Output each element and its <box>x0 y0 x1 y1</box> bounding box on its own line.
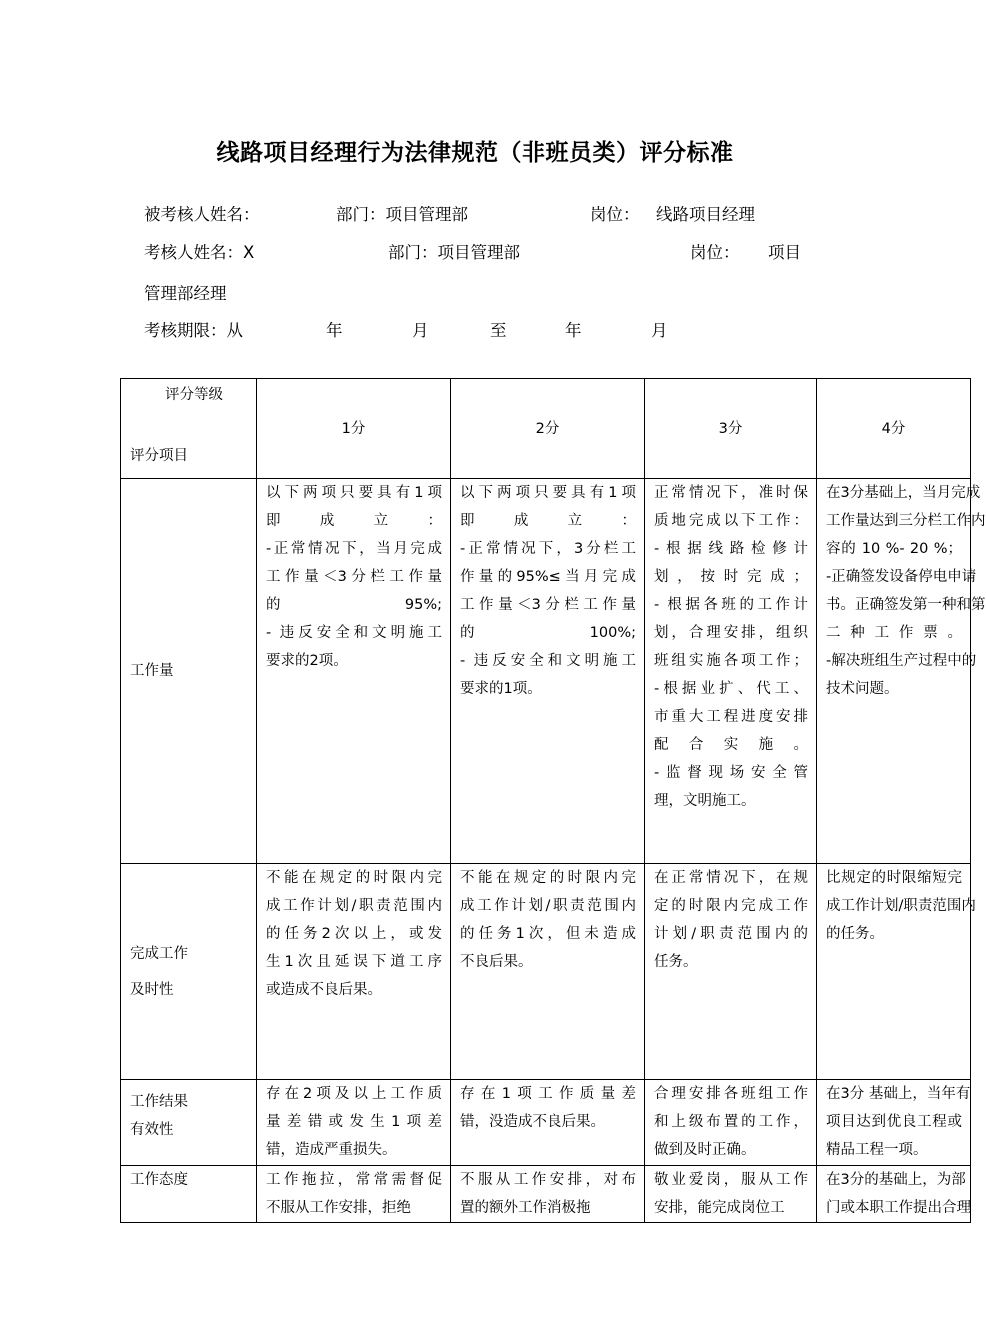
assessor-dept: 部门：项目管理部 <box>388 243 520 262</box>
criteria-line: 要求的2项。 <box>266 653 348 669</box>
row-item-label-line1: 完成工作 <box>130 945 188 962</box>
table-row <box>121 1080 971 1166</box>
table-row <box>121 479 971 864</box>
row-item-label-line2: 有效性 <box>130 1122 174 1138</box>
criteria-line: 敬业爱岗，服从工作 <box>654 1172 808 1188</box>
period-year-2: 年 <box>565 321 582 340</box>
criteria-cell <box>257 1080 451 1166</box>
criteria-line: 置的额外工作消极拖 <box>460 1200 591 1216</box>
criteria-line: 生1次且延误下道工序 <box>266 954 442 970</box>
period-month-1: 月 <box>412 321 429 340</box>
criteria-line: 存在1项工作质量差 <box>460 1086 636 1102</box>
period-label: 考核期限：从 <box>144 321 243 340</box>
row-item-label <box>121 1080 257 1166</box>
criteria-line: 班组实施各项工作； <box>654 653 808 669</box>
criteria-cell <box>645 1166 817 1223</box>
criteria-line: 成工作计划/职责范围内 <box>460 898 636 914</box>
criteria-line: 工作拖拉，常常需督促 <box>266 1172 442 1188</box>
period-year-1: 年 <box>326 321 343 340</box>
criteria-cell <box>817 1166 971 1223</box>
criteria-line: 合理安排各班组工作 <box>654 1086 808 1102</box>
criteria-line: 市重大工程进度安排 <box>654 709 808 725</box>
criteria-line: 或造成不良后果。 <box>266 982 382 998</box>
criteria-line: 不服从工作安排，对布 <box>460 1172 636 1188</box>
criteria-line: 量差错或发生1项差 <box>266 1114 442 1130</box>
criteria-cell <box>817 479 986 864</box>
assessee-post: 线路项目经理 <box>656 205 755 224</box>
table-row <box>121 864 971 1080</box>
criteria-line: 错，造成严重损失。 <box>266 1142 397 1158</box>
criteria-line: 不服从工作安排，拒绝 <box>266 1200 411 1216</box>
page-title: 线路项目经理行为法律规范（非班员类）评分标准 <box>216 140 734 166</box>
assessor-post-part2: 管理部经理 <box>144 284 227 303</box>
criteria-line: 做到及时正确。 <box>654 1142 756 1158</box>
scoring-table <box>120 378 986 1223</box>
criteria-cell <box>257 864 451 1080</box>
criteria-line: -监督现场安全管 <box>654 765 808 781</box>
criteria-line: 正常情况下，准时保 <box>654 485 808 501</box>
criteria-line: 工作量＜3分栏工作量 <box>460 597 636 613</box>
criteria-line: - 违反安全和文明施工 <box>266 625 442 641</box>
criteria-cell <box>451 479 645 864</box>
criteria-line: -正确签发设备停电申请 <box>826 569 977 585</box>
row-item-label: 工作量 <box>121 479 257 864</box>
corner-cell <box>121 379 257 479</box>
criteria-line: 技术问题。 <box>826 681 899 697</box>
criteria-line: 二种工作票。 <box>826 625 962 641</box>
criteria-line: 和上级布置的工作， <box>654 1114 808 1130</box>
criteria-line: 在3分基础上，当月完成 <box>826 485 981 501</box>
criteria-line: 的95%; <box>266 597 442 613</box>
criteria-line: 以下两项只要具有1项 <box>460 485 636 501</box>
criteria-line: 配合实施。 <box>654 737 808 753</box>
criteria-cell <box>645 864 817 1080</box>
criteria-line: 容的 10 %- 20 %； <box>826 541 962 557</box>
criteria-line: 的100%; <box>460 625 636 641</box>
criteria-line: 书。正确签发第一种和第 <box>826 597 986 613</box>
criteria-line: 安排，能完成岗位工 <box>654 1200 785 1216</box>
criteria-line: 划，按时完成； <box>654 569 808 585</box>
criteria-line: 计划/职责范围内的 <box>654 926 808 942</box>
table-header-row <box>121 379 971 479</box>
criteria-line: 的任务。 <box>826 926 884 942</box>
criteria-line: 工作量达到三分栏工作内 <box>826 513 986 529</box>
criteria-line: -解决班组生产过程中的 <box>826 653 977 669</box>
criteria-line: 质地完成以下工作： <box>654 513 808 529</box>
assessee-post-label: 岗位： <box>590 205 640 224</box>
criteria-line: -根据业扩、代工、 <box>654 681 808 697</box>
criteria-line: 理，文明施工。 <box>654 793 756 809</box>
criteria-line: 工作量＜3分栏工作量 <box>266 569 442 585</box>
score-header-2: 2分 <box>451 379 645 479</box>
row-item-label-line2: 及时性 <box>130 981 174 998</box>
criteria-cell <box>645 479 817 864</box>
corner-item-label: 评分项目 <box>130 448 188 464</box>
corner-grade-label: 评分等级 <box>165 387 223 403</box>
criteria-line: 在3分的基础上，为部 <box>826 1172 966 1188</box>
row-item-label: 工作态度 <box>121 1166 257 1223</box>
criteria-line: 在3分 基础上，当年有 <box>826 1086 971 1102</box>
row-item-label <box>121 864 257 1080</box>
criteria-line: 比规定的时限缩短完 <box>826 870 962 886</box>
score-header-4: 4分 <box>817 379 971 479</box>
criteria-cell <box>257 479 451 864</box>
criteria-cell <box>257 1166 451 1223</box>
criteria-line: - 违反安全和文明施工 <box>460 653 636 669</box>
criteria-line: 即成立： <box>266 513 442 529</box>
criteria-cell <box>451 1080 645 1166</box>
criteria-line: - 根据各班的工作计 <box>654 597 808 613</box>
criteria-line: 的任务2次以上，或发 <box>266 926 442 942</box>
period-month-2: 月 <box>651 321 668 340</box>
criteria-line: 项目达到优良工程或 <box>826 1114 962 1130</box>
assessor-post-part1: 项目 <box>768 243 801 262</box>
criteria-line: 成工作计划/职责范围内 <box>266 898 442 914</box>
criteria-cell <box>817 1080 971 1166</box>
criteria-line: 即成立： <box>460 513 636 529</box>
criteria-line: 存在2项及以上工作质 <box>266 1086 442 1102</box>
criteria-line: 以下两项只要具有1项 <box>266 485 442 501</box>
assessor-name-label: 考核人姓名：X <box>144 243 255 262</box>
criteria-line: 的任务1次，但未造成 <box>460 926 636 942</box>
row-item-label-line1: 工作结果 <box>130 1094 188 1110</box>
criteria-line: 门或本职工作提出合理 <box>826 1200 971 1216</box>
criteria-line: 任务。 <box>654 954 698 970</box>
criteria-line: 定的时限内完成工作 <box>654 898 808 914</box>
criteria-line: 不良后果。 <box>460 954 533 970</box>
assessee-name-label: 被考核人姓名： <box>144 205 260 224</box>
criteria-line: 精品工程一项。 <box>826 1142 928 1158</box>
assessor-post-label: 岗位： <box>690 243 740 262</box>
score-header-1: 1分 <box>257 379 451 479</box>
criteria-line: -正常情况下，当月完成 <box>266 541 442 557</box>
table-row <box>121 1166 971 1223</box>
criteria-cell <box>451 864 645 1080</box>
criteria-line: 作量的95%≤当月完成 <box>460 569 636 585</box>
score-header-3: 3分 <box>645 379 817 479</box>
criteria-cell <box>817 864 976 1080</box>
criteria-line: 划，合理安排，组织 <box>654 625 808 641</box>
criteria-line: -根据线路检修计 <box>654 541 808 557</box>
assessee-dept: 部门：项目管理部 <box>336 205 468 224</box>
criteria-line: 不能在规定的时限内完 <box>266 870 442 886</box>
criteria-line: 在正常情况下，在规 <box>654 870 808 886</box>
criteria-line: -正常情况下，3分栏工 <box>460 541 636 557</box>
criteria-line: 要求的1项。 <box>460 681 542 697</box>
criteria-line: 不能在规定的时限内完 <box>460 870 636 886</box>
criteria-cell <box>451 1166 645 1223</box>
criteria-cell <box>645 1080 817 1166</box>
criteria-line: 错，没造成不良后果。 <box>460 1114 605 1130</box>
period-to: 至 <box>490 321 507 340</box>
criteria-line: 成工作计划/职责范围内 <box>826 898 976 914</box>
